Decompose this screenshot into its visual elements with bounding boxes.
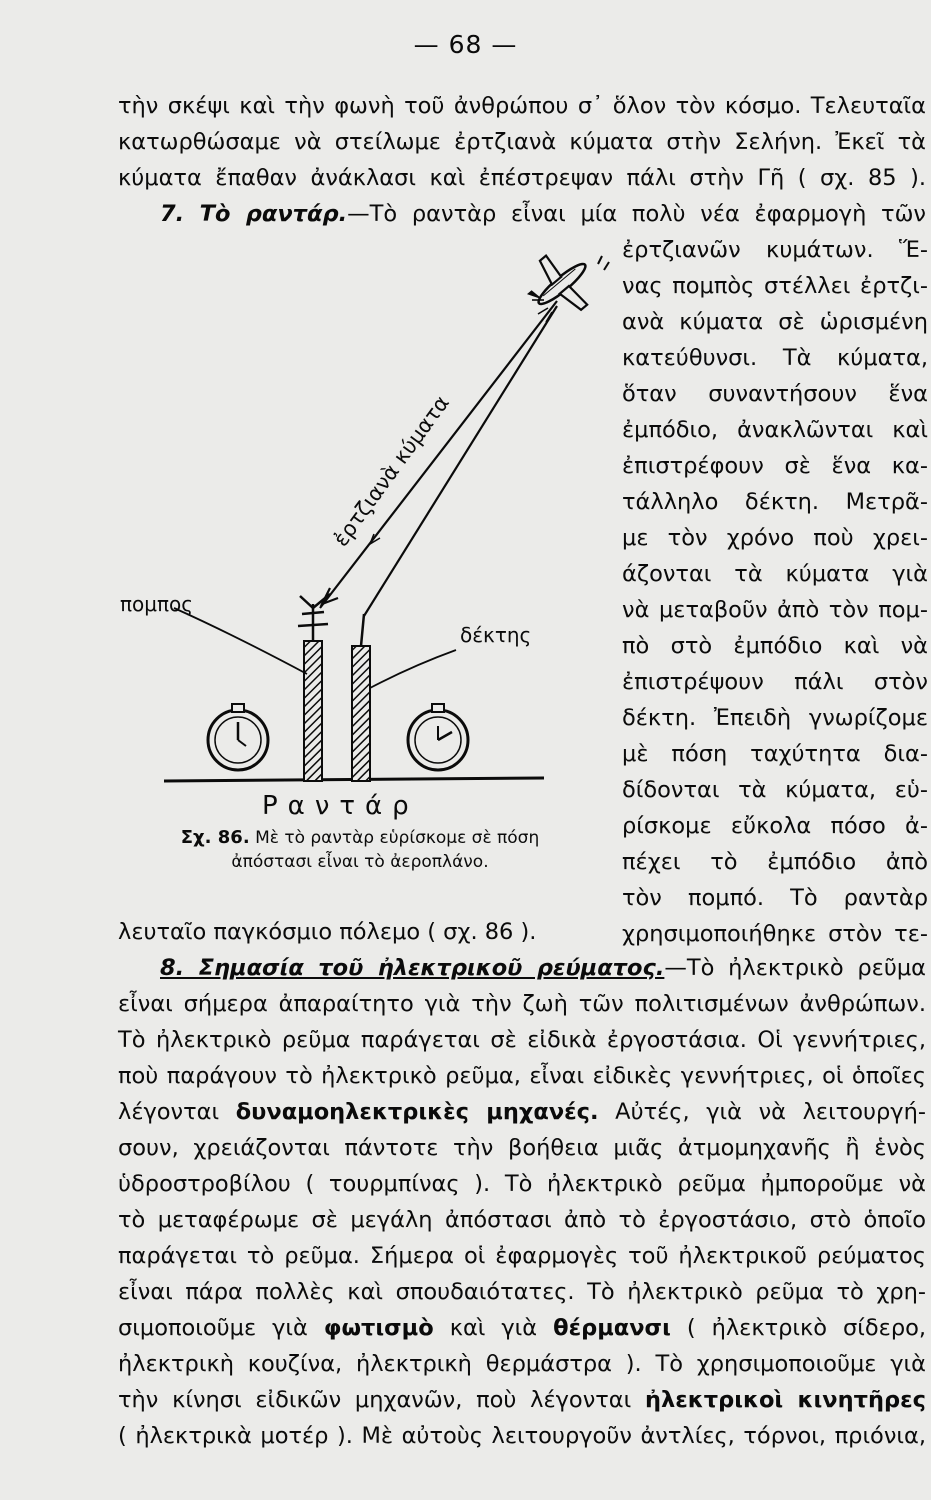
figure-caption bbox=[120, 826, 600, 874]
column-line: ἐμπόδιο, ἀνακλῶνται καὶ bbox=[622, 417, 928, 443]
text-span: καὶ γιὰ bbox=[449, 1315, 538, 1341]
text-line: ποὺ παράγουν τὸ ἠλεκτρικὸ ρεῦμα, εἶναι εἰδικὲς γεννήτριες, οἱ ὁποῖες bbox=[118, 1063, 926, 1089]
column-line: τὸν πομπό. Τὸ ραντὰρ bbox=[622, 885, 928, 911]
text-line: Τὸ ἠλεκτρικὸ ρεῦμα παράγεται σὲ εἰδικὰ ἐργοστάσια. Οἱ γεννήτριες, bbox=[118, 1027, 926, 1053]
airplane-icon bbox=[517, 240, 606, 329]
section-7-heading: 7. Τὸ ραντάρ. bbox=[160, 201, 348, 227]
column-line: τάλληλο δέκτη. Μετρᾶ- bbox=[622, 489, 928, 515]
text-span: τὴν κίνησι εἰδικῶν μηχανῶν, ποὺ λέγονται bbox=[118, 1387, 632, 1413]
column-line: ἐρτζιανῶν κυμάτων. Ἕ- bbox=[622, 237, 928, 263]
section-8-first-line bbox=[160, 950, 926, 986]
section-8-text: —Τὸ ἠλεκτρικὸ ρεῦμα bbox=[664, 955, 927, 981]
column-line: ἐπιστρέφουν σὲ ἕνα κα- bbox=[622, 453, 928, 479]
column-line: νὰ μεταβοῦν ἀπὸ τὸν πομ- bbox=[622, 597, 928, 623]
stopwatch-icon bbox=[408, 704, 468, 770]
text-line: ὑδροστροβίλου ( τουρμπίνας ). Τὸ ἠλεκτρικὸ ρεῦμα ἠμποροῦμε νὰ bbox=[118, 1171, 926, 1197]
bold-term: θέρμανσι bbox=[553, 1315, 671, 1341]
text-line: λευταῖο παγκόσμιο πόλεμο ( σχ. 86 ). bbox=[118, 919, 537, 945]
text-span: λέγονται bbox=[118, 1099, 220, 1125]
column-line: άζονται τὰ κύματα γιὰ bbox=[622, 561, 928, 587]
wave-line-outgoing bbox=[320, 301, 557, 608]
bold-term: φωτισμὸ bbox=[323, 1315, 434, 1341]
transmitter-leader bbox=[174, 608, 307, 674]
column-line: χρησιμοποιήθηκε στὸν τε- bbox=[622, 921, 928, 947]
text-line: σουν, χρειάζονται πάντοτε τὴν βοήθεια μιᾶς ἀτμομηχανῆς ἢ ἑνὸς bbox=[118, 1135, 926, 1161]
column-line: πέχει τὸ ἐμπόδιο ἀπὸ bbox=[622, 849, 928, 875]
column-line: με τὸν χρόνο ποὺ χρει- bbox=[622, 525, 928, 551]
column-line: πὸ στὸ ἐμπόδιο καὶ νὰ bbox=[622, 633, 928, 659]
text-span: ( ἠλεκτρικὸ σίδερο, bbox=[686, 1315, 927, 1341]
text-line: τὸ μεταφέρωμε σὲ μεγάλη ἀπόστασι ἀπὸ τὸ ἐργοστάσιο, στὸ ὁποῖο bbox=[118, 1207, 926, 1233]
section-8-heading: 8. Σημασία τοῦ ἠλεκτρικοῦ ρεύματος. bbox=[160, 955, 665, 981]
waves-label: ἐρτζιανὰ κύματα bbox=[328, 391, 454, 551]
radar-label: Ραντάρ bbox=[262, 791, 419, 821]
text-line: εἶναι πάρα πολλὲς καὶ σπουδαιότατες. Τὸ ἠλεκτρικὸ ρεῦμα τὸ χρη- bbox=[118, 1279, 926, 1305]
column-line: ἐπιστρέψουν πάλι στὸν bbox=[622, 669, 928, 695]
transmitter-tower bbox=[304, 641, 322, 781]
text-line bbox=[118, 1310, 926, 1346]
column-line: ανὰ κύματα σὲ ὡρισμένη bbox=[622, 309, 928, 335]
column-line: μὲ πόση ταχύτητα δια- bbox=[622, 741, 928, 767]
text-line bbox=[118, 1382, 926, 1418]
caption-text: ἀπόστασι εἶναι τὸ ἀεροπλάνο. bbox=[231, 852, 489, 872]
column-line: δίδονται τὰ κύματα, εὑ- bbox=[622, 777, 928, 803]
text-line: τὴν σκέψι καὶ τὴν φωνὴ τοῦ ἀνθρώπου σ᾽ ὅλον τὸν κόσμο. Τελευταῖα bbox=[118, 93, 926, 119]
receiver-antenna bbox=[361, 614, 364, 646]
text-line: ( ἠλεκτρικὰ μοτέρ ). Μὲ αὐτοὺς λειτουργοῦν ἀντλίες, τόρνοι, πριόνια, bbox=[118, 1423, 926, 1449]
stopwatch-icon bbox=[208, 704, 268, 770]
text-span: σιμοποιοῦμε γιὰ bbox=[118, 1315, 308, 1341]
column-line: δέκτη. Ἐπειδὴ γνωρίζομε bbox=[622, 705, 928, 731]
page-number: — 68 — bbox=[413, 30, 518, 59]
bold-term: ἠλεκτρικοὶ κινητῆρες bbox=[644, 1387, 926, 1413]
text-span: Αὐτές, γιὰ νὰ λειτουργή- bbox=[615, 1099, 926, 1125]
section-7-text: —Τὸ ραντὰρ εἶναι μία πολὺ νέα ἐφαρμογὴ τῶν bbox=[347, 201, 927, 227]
text-line: κύματα ἔπαθαν ἀνάκλασι καὶ ἐπέστρεψαν πάλι στὴν Γῆ ( σχ. 85 ). bbox=[118, 165, 926, 191]
bold-term: δυναμοηλεκτρικὲς μηχανές. bbox=[235, 1099, 599, 1125]
column-line: νας πομπὸς στέλλει ἐρτζι- bbox=[622, 273, 928, 299]
text-line: κατωρθώσαμε νὰ στείλωμε ἐρτζιανὰ κύματα στὴν Σελήνη. Ἐκεῖ τὰ bbox=[118, 129, 926, 155]
text-line: παράγεται τὸ ρεῦμα. Σήμερα οἱ ἐφαρμογὲς τοῦ ἠλεκτρικοῦ ρεύματος bbox=[118, 1243, 926, 1269]
transmitter-label: πομπος bbox=[120, 592, 194, 616]
caption-label: Σχ. 86. bbox=[180, 827, 250, 848]
column-line: ὅταν συναντήσουν ἕνα bbox=[622, 381, 928, 407]
column-line: ρίσκομε εὔκολα πόσο ἀ- bbox=[622, 813, 928, 839]
caption-text: Μὲ τὸ ραντὰρ εὑρίσκομε σὲ πόση bbox=[255, 828, 540, 848]
text-line: εἶναι σήμερα ἀπαραίτητο γιὰ τὴν ζωὴ τῶν πολιτισμένων ἀνθρώπων. bbox=[118, 991, 926, 1017]
column-line: κατεύθυνσι. Τὰ κύματα, bbox=[622, 345, 928, 371]
section-7-first-line bbox=[160, 196, 926, 232]
text-line bbox=[118, 1094, 926, 1130]
receiver-tower bbox=[352, 646, 370, 781]
text-line: ἠλεκτρικὴ κουζίνα, ἠλεκτρικὴ θερμάστρα ). Τὸ χρησιμοποιοῦμε γιὰ bbox=[118, 1351, 926, 1377]
receiver-label: δέκτης bbox=[460, 623, 532, 647]
receiver-leader bbox=[370, 650, 456, 688]
radar-figure bbox=[112, 236, 612, 836]
